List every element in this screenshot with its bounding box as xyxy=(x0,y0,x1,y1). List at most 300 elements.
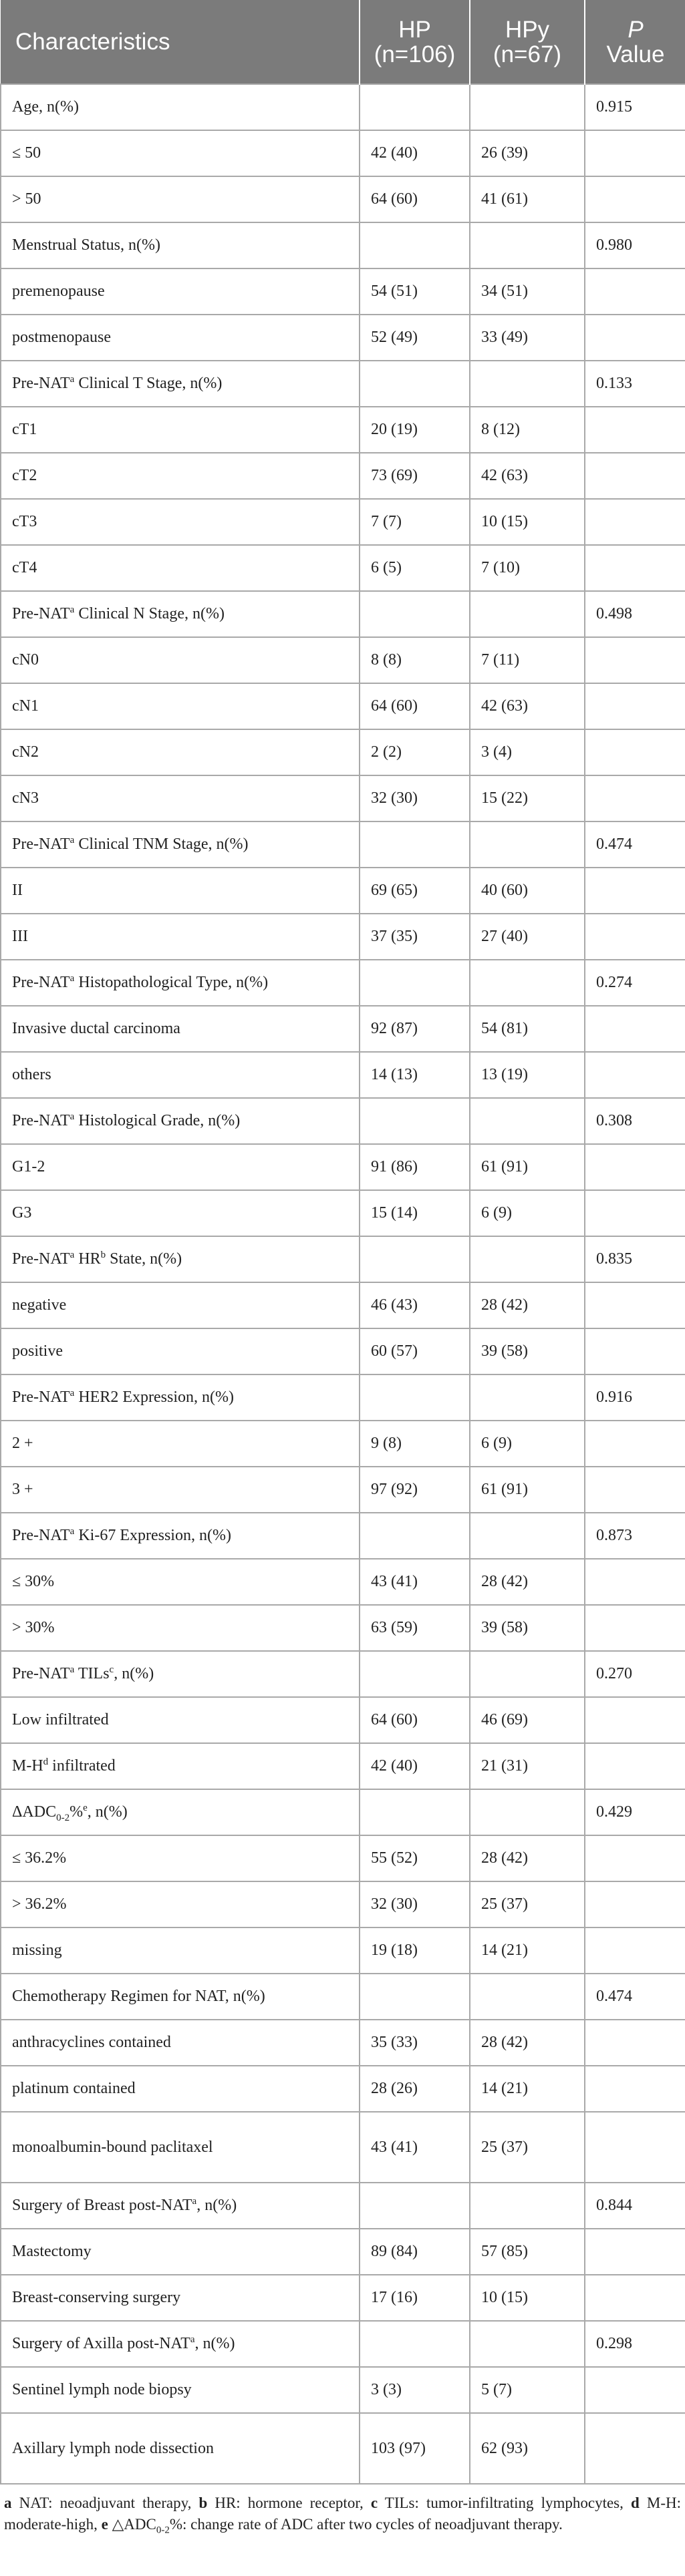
table-row xyxy=(1,1282,685,1328)
hpy-value-cell xyxy=(470,1236,585,1282)
hp-value-cell: 32 (30) xyxy=(360,775,470,821)
p-value-cell xyxy=(585,1697,685,1743)
hpy-value-cell xyxy=(470,361,585,407)
hp-value-cell: 32 (30) xyxy=(360,1881,470,1927)
row-label-cell xyxy=(1,2112,360,2183)
row-label: cT1 xyxy=(12,421,37,438)
row-label-pre: Pre-NAT xyxy=(12,974,70,991)
hpy-value-cell xyxy=(470,960,585,1006)
hpy-value-cell: 14 (21) xyxy=(470,2066,585,2112)
group-header-row xyxy=(1,2183,685,2229)
row-label-pre: Pre-NAT xyxy=(12,375,70,392)
row-label: Breast-conserving surgery xyxy=(12,2289,181,2306)
p-value-cell xyxy=(585,130,685,176)
hpy-value-cell: 6 (9) xyxy=(470,1190,585,1236)
row-label-cell xyxy=(1,1697,360,1743)
footnote-text-e: %: change rate of ADC after two cycles of neoadjuvant therapy. xyxy=(169,2516,563,2533)
row-label: G3 xyxy=(12,1204,32,1222)
row-label-cell xyxy=(1,453,360,499)
row-label-cell xyxy=(1,821,360,868)
p-value-cell xyxy=(585,2229,685,2275)
row-label-cell xyxy=(1,914,360,960)
hp-value-cell xyxy=(360,2183,470,2229)
hpy-value-cell xyxy=(470,84,585,130)
table-row xyxy=(1,2229,685,2275)
row-label-cell xyxy=(1,1282,360,1328)
p-value-cell: 0.298 xyxy=(585,2321,685,2367)
hp-value-cell: 69 (65) xyxy=(360,868,470,914)
header-p-letter: P xyxy=(628,16,644,43)
p-value-cell xyxy=(585,1835,685,1881)
row-label: negative xyxy=(12,1296,67,1314)
hpy-value-cell xyxy=(470,1098,585,1144)
hp-value-cell xyxy=(360,1789,470,1835)
table-row xyxy=(1,868,685,914)
p-value-cell xyxy=(585,1605,685,1651)
row-label-post: Clinical T Stage, n(%) xyxy=(74,375,223,392)
hpy-value-cell xyxy=(470,821,585,868)
table-row xyxy=(1,176,685,222)
hpy-value-cell xyxy=(470,1651,585,1697)
p-value-cell xyxy=(585,545,685,591)
p-value-cell xyxy=(585,2066,685,2112)
hpy-value-cell: 28 (42) xyxy=(470,1559,585,1605)
row-label: Age, n(%) xyxy=(12,98,79,116)
footnote-key-b: b xyxy=(198,2495,208,2511)
row-label: positive xyxy=(12,1342,63,1360)
p-value-cell xyxy=(585,914,685,960)
table-row xyxy=(1,1006,685,1052)
hp-value-cell xyxy=(360,2321,470,2367)
footnote-text-c: TILs: tumor-infiltrating lymphocytes, xyxy=(378,2495,631,2511)
row-label-post: infiltrated xyxy=(48,1757,116,1775)
table-row xyxy=(1,268,685,315)
footnote-text-b: HR: hormone receptor, xyxy=(207,2495,371,2511)
p-value-cell: 0.474 xyxy=(585,821,685,868)
row-label-sup: a xyxy=(70,1250,75,1260)
row-label-cell xyxy=(1,2066,360,2112)
hp-value-cell xyxy=(360,1513,470,1559)
hpy-value-cell: 39 (58) xyxy=(470,1605,585,1651)
row-label-cell xyxy=(1,1190,360,1236)
footnote-text-a: NAT: neoadjuvant therapy, xyxy=(11,2495,199,2511)
group-header-row xyxy=(1,1974,685,2020)
p-value-cell xyxy=(585,868,685,914)
group-header-row xyxy=(1,2321,685,2367)
hpy-value-cell xyxy=(470,1974,585,2020)
hp-value-cell: 17 (16) xyxy=(360,2275,470,2321)
hpy-value-cell: 28 (42) xyxy=(470,2020,585,2066)
row-label-cell xyxy=(1,130,360,176)
table-row xyxy=(1,683,685,729)
hpy-value-cell: 42 (63) xyxy=(470,683,585,729)
p-value-cell: 0.429 xyxy=(585,1789,685,1835)
row-label-pre: Pre-NAT xyxy=(12,836,70,853)
p-value-cell: 0.133 xyxy=(585,361,685,407)
hpy-value-cell: 41 (61) xyxy=(470,176,585,222)
hp-value-cell: 64 (60) xyxy=(360,683,470,729)
table-row xyxy=(1,914,685,960)
row-label-cell xyxy=(1,1927,360,1974)
hpy-value-cell: 13 (19) xyxy=(470,1052,585,1098)
row-label-sup: a xyxy=(70,835,75,846)
row-label: platinum contained xyxy=(12,2080,136,2097)
hpy-value-cell xyxy=(470,2183,585,2229)
p-value-cell xyxy=(585,683,685,729)
hp-value-cell: 43 (41) xyxy=(360,1559,470,1605)
row-label-post: State, n(%) xyxy=(106,1250,182,1268)
header-p-value xyxy=(585,0,685,84)
group-header-row xyxy=(1,821,685,868)
group-header-row xyxy=(1,1651,685,1697)
table-row xyxy=(1,1697,685,1743)
row-label-post: , n(%) xyxy=(87,1803,128,1821)
header-hp-label: HP xyxy=(398,16,431,43)
p-value-cell xyxy=(585,1421,685,1467)
table-row xyxy=(1,1881,685,1927)
row-label-cell xyxy=(1,2183,360,2229)
p-value-cell xyxy=(585,2367,685,2413)
hpy-value-cell: 25 (37) xyxy=(470,2112,585,2183)
hp-value-cell: 64 (60) xyxy=(360,176,470,222)
hp-value-cell: 91 (86) xyxy=(360,1144,470,1190)
p-value-cell xyxy=(585,1282,685,1328)
p-value-cell xyxy=(585,407,685,453)
hp-value-cell: 103 (97) xyxy=(360,2413,470,2484)
row-label: ≤ 30% xyxy=(12,1573,55,1590)
table-row xyxy=(1,545,685,591)
row-label: cN0 xyxy=(12,651,39,669)
hpy-value-cell: 5 (7) xyxy=(470,2367,585,2413)
row-label-cell xyxy=(1,545,360,591)
table-row xyxy=(1,1144,685,1190)
row-label-sup: a xyxy=(70,973,75,984)
row-label: Invasive ductal carcinoma xyxy=(12,1020,180,1037)
header-hpy-label: HPy xyxy=(505,16,550,43)
hp-value-cell: 92 (87) xyxy=(360,1006,470,1052)
row-label-cell xyxy=(1,361,360,407)
p-value-cell xyxy=(585,1144,685,1190)
hpy-value-cell: 10 (15) xyxy=(470,2275,585,2321)
row-label-mid: % xyxy=(70,1803,84,1821)
hp-value-cell xyxy=(360,222,470,268)
row-label: Menstrual Status, n(%) xyxy=(12,236,160,254)
hp-value-cell: 54 (51) xyxy=(360,268,470,315)
row-label-cell xyxy=(1,176,360,222)
row-label: anthracyclines contained xyxy=(12,2034,171,2051)
table-body xyxy=(1,84,685,2484)
hpy-value-cell xyxy=(470,222,585,268)
table-row xyxy=(1,1559,685,1605)
row-label-cell xyxy=(1,1006,360,1052)
hp-value-cell xyxy=(360,1098,470,1144)
group-header-row xyxy=(1,1513,685,1559)
row-label: Mastectomy xyxy=(12,2243,92,2260)
row-label-cell xyxy=(1,2229,360,2275)
hpy-value-cell: 10 (15) xyxy=(470,499,585,545)
p-value-cell xyxy=(585,2275,685,2321)
hp-value-cell: 97 (92) xyxy=(360,1467,470,1513)
row-label-sup: a xyxy=(190,2334,195,2345)
table-row xyxy=(1,1467,685,1513)
hpy-value-cell xyxy=(470,1513,585,1559)
hpy-value-cell: 62 (93) xyxy=(470,2413,585,2484)
row-label: postmenopause xyxy=(12,329,111,346)
group-header-row xyxy=(1,222,685,268)
row-label-cell xyxy=(1,1052,360,1098)
row-label-cell xyxy=(1,1881,360,1927)
row-label-sup: d xyxy=(43,1757,49,1767)
hpy-value-cell xyxy=(470,1374,585,1421)
row-label-cell xyxy=(1,1513,360,1559)
hpy-value-cell: 26 (39) xyxy=(470,130,585,176)
row-label-mid: HR xyxy=(74,1250,101,1268)
row-label-sup: a xyxy=(70,1388,75,1399)
hp-value-cell: 35 (33) xyxy=(360,2020,470,2066)
footnote-key-c: c xyxy=(370,2495,378,2511)
row-label-cell xyxy=(1,1236,360,1282)
row-label: 3 + xyxy=(12,1481,33,1498)
row-label-pre: Surgery of Axilla post-NAT xyxy=(12,2335,190,2352)
row-label-post: Clinical N Stage, n(%) xyxy=(74,605,225,622)
row-label-cell xyxy=(1,2413,360,2484)
row-label: G1-2 xyxy=(12,1158,45,1175)
p-value-cell: 0.915 xyxy=(585,84,685,130)
hpy-value-cell: 8 (12) xyxy=(470,407,585,453)
row-label-sup: a xyxy=(70,1526,75,1537)
row-label-cell xyxy=(1,1651,360,1697)
hp-value-cell: 46 (43) xyxy=(360,1282,470,1328)
row-label-post: , n(%) xyxy=(194,2335,235,2352)
table-row xyxy=(1,130,685,176)
row-label-post: Ki-67 Expression, n(%) xyxy=(74,1527,231,1544)
hp-value-cell: 8 (8) xyxy=(360,637,470,683)
row-label-cell xyxy=(1,868,360,914)
footnote-key-e: e xyxy=(101,2516,108,2533)
row-label-pre: M-H xyxy=(12,1757,43,1775)
row-label-cell xyxy=(1,591,360,637)
row-label: > 50 xyxy=(12,190,41,208)
group-header-row xyxy=(1,1236,685,1282)
row-label-pre: Surgery of Breast post-NAT xyxy=(12,2197,192,2214)
hp-value-cell: 20 (19) xyxy=(360,407,470,453)
table-row xyxy=(1,729,685,775)
row-label-cell xyxy=(1,1559,360,1605)
hp-value-cell: 37 (35) xyxy=(360,914,470,960)
row-label-pre: Pre-NAT xyxy=(12,1250,70,1268)
table-row xyxy=(1,407,685,453)
row-label-post: Histopathological Type, n(%) xyxy=(74,974,269,991)
p-value-cell xyxy=(585,1006,685,1052)
hp-value-cell xyxy=(360,960,470,1006)
row-label-pre: Pre-NAT xyxy=(12,1527,70,1544)
row-label-cell xyxy=(1,499,360,545)
p-value-cell xyxy=(585,2112,685,2183)
hpy-value-cell: 61 (91) xyxy=(470,1144,585,1190)
hp-value-cell: 60 (57) xyxy=(360,1328,470,1374)
footnote-text-e-pre: △ADC xyxy=(108,2516,156,2533)
row-label-cell xyxy=(1,1835,360,1881)
row-label-cell xyxy=(1,775,360,821)
table-row xyxy=(1,2112,685,2183)
p-value-cell xyxy=(585,1881,685,1927)
row-label: cN2 xyxy=(12,743,39,761)
hpy-value-cell: 28 (42) xyxy=(470,1282,585,1328)
row-label-mid: TILs xyxy=(74,1665,110,1682)
footnote-text-e-sub: 0-2 xyxy=(156,2525,170,2536)
row-label: cN3 xyxy=(12,789,39,807)
hp-value-cell: 63 (59) xyxy=(360,1605,470,1651)
row-label-cell xyxy=(1,960,360,1006)
p-value-cell xyxy=(585,1190,685,1236)
row-label-cell xyxy=(1,84,360,130)
hp-value-cell: 64 (60) xyxy=(360,1697,470,1743)
row-label-cell xyxy=(1,1328,360,1374)
row-label: III xyxy=(12,928,28,945)
row-label-cell xyxy=(1,1743,360,1789)
row-label-cell xyxy=(1,1098,360,1144)
table-row xyxy=(1,1328,685,1374)
hp-value-cell: 52 (49) xyxy=(360,315,470,361)
p-value-cell xyxy=(585,729,685,775)
row-label-cell xyxy=(1,2020,360,2066)
p-value-cell xyxy=(585,775,685,821)
hp-value-cell: 14 (13) xyxy=(360,1052,470,1098)
hp-value-cell: 7 (7) xyxy=(360,499,470,545)
row-label: premenopause xyxy=(12,283,105,300)
hpy-value-cell xyxy=(470,591,585,637)
group-header-row xyxy=(1,960,685,1006)
hp-value-cell: 73 (69) xyxy=(360,453,470,499)
row-label: II xyxy=(12,882,23,899)
table-row xyxy=(1,2367,685,2413)
hpy-value-cell: 27 (40) xyxy=(470,914,585,960)
hpy-value-cell xyxy=(470,2321,585,2367)
group-header-row xyxy=(1,361,685,407)
hp-value-cell: 15 (14) xyxy=(360,1190,470,1236)
row-label-cell xyxy=(1,315,360,361)
row-label: ≤ 36.2% xyxy=(12,1849,67,1867)
row-label-sup2: b xyxy=(100,1250,106,1260)
hpy-value-cell: 57 (85) xyxy=(470,2229,585,2275)
group-header-row xyxy=(1,1374,685,1421)
row-label: missing xyxy=(12,1942,62,1959)
row-label-cell xyxy=(1,1467,360,1513)
table-row xyxy=(1,1190,685,1236)
row-label-sup2: c xyxy=(109,1664,114,1675)
row-label-cell xyxy=(1,1421,360,1467)
row-label-post: Clinical TNM Stage, n(%) xyxy=(74,836,249,853)
p-value-cell: 0.274 xyxy=(585,960,685,1006)
hp-value-cell xyxy=(360,1236,470,1282)
p-value-cell: 0.835 xyxy=(585,1236,685,1282)
table-header-row xyxy=(1,0,685,84)
row-label-pre: Pre-NAT xyxy=(12,1389,70,1406)
row-label-pre: ΔADC xyxy=(12,1803,57,1821)
hp-value-cell: 2 (2) xyxy=(360,729,470,775)
hpy-value-cell: 21 (31) xyxy=(470,1743,585,1789)
hp-value-cell: 42 (40) xyxy=(360,1743,470,1789)
hp-value-cell xyxy=(360,84,470,130)
hpy-value-cell: 33 (49) xyxy=(470,315,585,361)
hp-value-cell: 55 (52) xyxy=(360,1835,470,1881)
table-row xyxy=(1,775,685,821)
row-label-cell xyxy=(1,683,360,729)
row-label-cell xyxy=(1,1374,360,1421)
row-label: Axillary lymph node dissection xyxy=(12,2440,214,2457)
row-label-sup2: e xyxy=(83,1803,88,1813)
p-value-cell xyxy=(585,637,685,683)
row-label-cell xyxy=(1,1974,360,2020)
hpy-value-cell: 40 (60) xyxy=(470,868,585,914)
table-row xyxy=(1,2413,685,2484)
p-value-cell xyxy=(585,2413,685,2484)
header-hp-n: (n=106) xyxy=(374,41,456,67)
p-value-cell: 0.844 xyxy=(585,2183,685,2229)
row-label-cell xyxy=(1,1605,360,1651)
hp-value-cell: 43 (41) xyxy=(360,2112,470,2183)
row-label: cT3 xyxy=(12,513,37,530)
table-row xyxy=(1,1835,685,1881)
row-label: cT2 xyxy=(12,467,37,484)
p-value-cell xyxy=(585,1328,685,1374)
p-value-cell: 0.916 xyxy=(585,1374,685,1421)
hpy-value-cell: 25 (37) xyxy=(470,1881,585,1927)
row-label-pre: Pre-NAT xyxy=(12,1665,70,1682)
hpy-value-cell: 7 (11) xyxy=(470,637,585,683)
row-label-cell xyxy=(1,637,360,683)
p-value-cell xyxy=(585,268,685,315)
hp-value-cell: 89 (84) xyxy=(360,2229,470,2275)
row-label-pre: Pre-NAT xyxy=(12,605,70,622)
hpy-value-cell: 34 (51) xyxy=(470,268,585,315)
header-hpy xyxy=(470,0,585,84)
table-row xyxy=(1,2275,685,2321)
table-row xyxy=(1,1743,685,1789)
hp-value-cell xyxy=(360,821,470,868)
hpy-value-cell: 7 (10) xyxy=(470,545,585,591)
row-label-cell xyxy=(1,407,360,453)
p-value-cell xyxy=(585,1927,685,1974)
p-value-cell xyxy=(585,315,685,361)
hpy-value-cell: 61 (91) xyxy=(470,1467,585,1513)
footnote-text-d: M-H: moderate-high, xyxy=(4,2495,681,2533)
row-label-sup: a xyxy=(70,1111,75,1122)
p-value-cell xyxy=(585,176,685,222)
row-label: others xyxy=(12,1066,51,1083)
p-value-cell xyxy=(585,2020,685,2066)
row-label: Low infiltrated xyxy=(12,1711,109,1728)
p-value-cell xyxy=(585,453,685,499)
row-label: Chemotherapy Regimen for NAT, n(%) xyxy=(12,1988,265,2005)
row-label-sub: 0-2 xyxy=(56,1812,70,1823)
hpy-value-cell: 42 (63) xyxy=(470,453,585,499)
row-label-cell xyxy=(1,2275,360,2321)
row-label-post: HER2 Expression, n(%) xyxy=(74,1389,234,1406)
hpy-value-cell: 28 (42) xyxy=(470,1835,585,1881)
p-value-cell xyxy=(585,1559,685,1605)
row-label-cell xyxy=(1,1789,360,1835)
p-value-cell: 0.498 xyxy=(585,591,685,637)
row-label-sup: a xyxy=(70,374,75,385)
header-hp xyxy=(360,0,470,84)
table-row xyxy=(1,1927,685,1974)
p-value-cell xyxy=(585,499,685,545)
hp-value-cell: 28 (26) xyxy=(360,2066,470,2112)
hpy-value-cell: 39 (58) xyxy=(470,1328,585,1374)
row-label: > 30% xyxy=(12,1619,55,1636)
row-label-post: , n(%) xyxy=(114,1665,154,1682)
